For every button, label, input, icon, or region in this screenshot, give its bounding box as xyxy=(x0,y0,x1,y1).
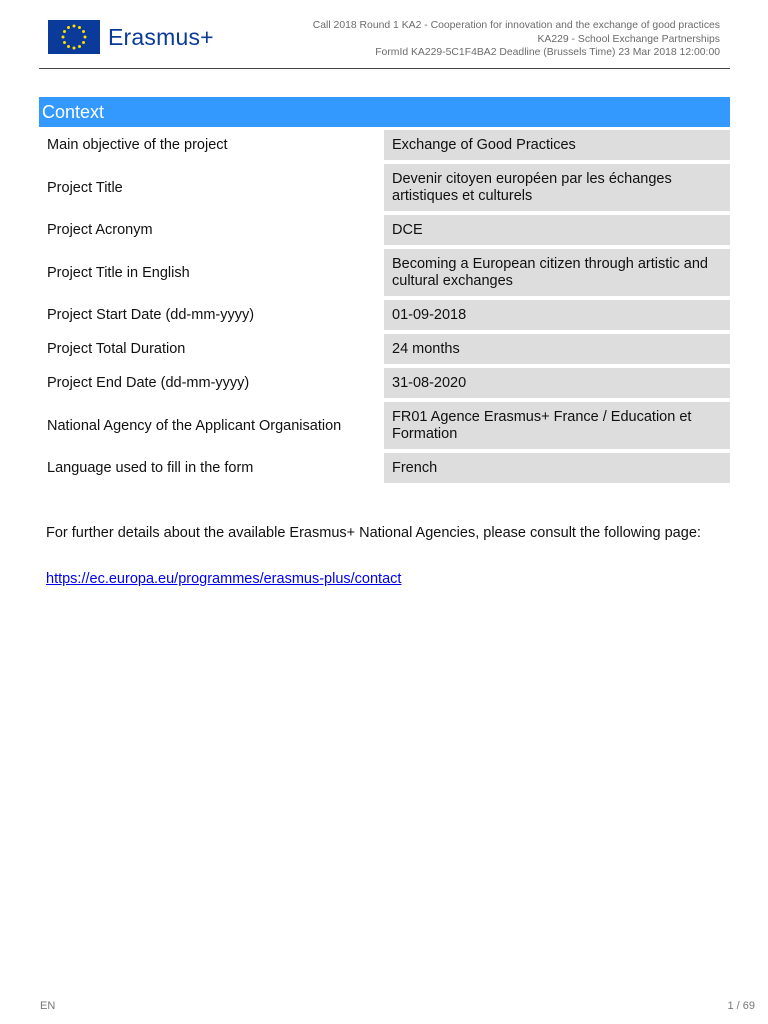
call-info xyxy=(313,19,720,60)
field-label: Project Total Duration xyxy=(47,341,186,357)
call-info-line: Call 2018 Round 1 KA2 - Cooperation for innovation and the exchange of good practices xyxy=(312,20,720,31)
call-info-line: KA229 - School Exchange Partnerships xyxy=(537,33,720,45)
page-header xyxy=(0,0,768,70)
call-info-line: FormId KA229-5C1F4BA2 Deadline (Brussels Time) 23 Mar 2018 12:00:00 xyxy=(375,47,720,58)
table-row xyxy=(39,368,730,398)
field-label: Language used to fill in the form xyxy=(47,460,254,476)
field-label: Project End Date (dd-mm-yyyy) xyxy=(47,375,250,391)
context-table xyxy=(39,130,730,487)
section-title: Context xyxy=(39,97,730,127)
field-value: DCE xyxy=(384,215,730,245)
field-label: Project Start Date (dd-mm-yyyy) xyxy=(47,307,255,323)
field-label: Project Title xyxy=(47,179,123,196)
header-divider xyxy=(39,68,730,69)
contact-link[interactable]: https://ec.europa.eu/programmes/erasmus-plus/contact xyxy=(46,571,402,587)
table-row xyxy=(39,164,730,211)
field-value: French xyxy=(384,453,730,483)
page-number: 1 / 69 xyxy=(727,1000,755,1012)
table-row xyxy=(39,130,730,160)
field-label: Main objective of the project xyxy=(47,137,228,153)
field-value: Devenir citoyen européen par les échanges artistiques et culturels xyxy=(384,164,730,211)
field-value: Exchange of Good Practices xyxy=(384,130,730,160)
brand-name: Erasmus+ xyxy=(108,23,214,50)
erasmus-logo xyxy=(48,20,214,54)
table-row xyxy=(39,453,730,483)
field-value: 24 months xyxy=(384,334,730,364)
eu-flag-icon xyxy=(48,20,100,54)
table-row xyxy=(39,249,730,296)
agency-note: For further details about the available Erasmus+ National Agencies, please consult the following page: xyxy=(46,525,701,541)
field-label: National Agency of the Applicant Organisation xyxy=(47,417,342,434)
field-value: Becoming a European citizen through artistic and cultural exchanges xyxy=(384,249,730,296)
field-label: Project Title in English xyxy=(47,264,190,281)
field-label: Project Acronym xyxy=(47,222,153,238)
table-row xyxy=(39,334,730,364)
footer-language: EN xyxy=(40,1000,56,1012)
field-value: FR01 Agence Erasmus+ France / Education et Formation xyxy=(384,402,730,449)
table-row xyxy=(39,300,730,330)
field-value: 31-08-2020 xyxy=(384,368,730,398)
field-value: 01-09-2018 xyxy=(384,300,730,330)
table-row xyxy=(39,215,730,245)
table-row xyxy=(39,402,730,449)
